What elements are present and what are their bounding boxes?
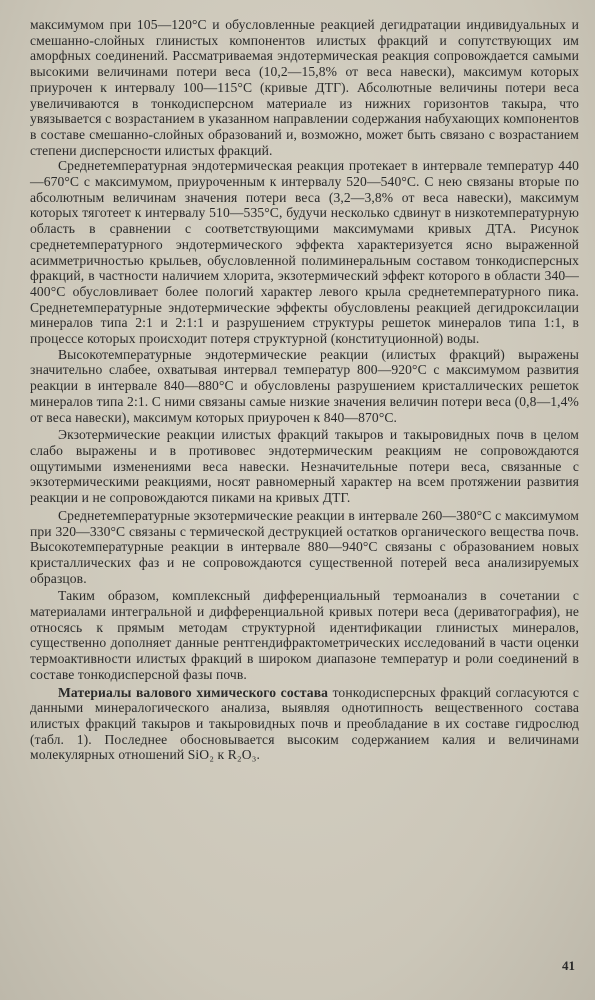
paragraph-2-text: Среднетемпературная эндотермическая реакция протекает в интервале температур 440—670°С с максимумом, приуроченным к интервалу 520—540°С. С нею связаны вторые по абсолютным величинам значения потери веса (3,2—3,8% от веса навески), максимум которых тяготеет к интервалу 510—535°С, будучи несколько сдвинут в низкотемпературную область в сравнении с соответствующими максимумами кривых ДТА. Рисунок среднетемпературного эндотермического эффекта характеризуется ясно выраженной асимметричностью крыльев, обусловленной полиминеральным составом тонкодисперсных фракций, в частности наличием хлорита, экзотермический эффект которого в области 340—400°С обусловливает более пологий характер левого крыла среднетемпературного пика. Среднетемпературные эндотермические эффекты обусловлены реакцией дегидроксилации минералов типа 2:1 и 2:1:1 и разрушением структуры решеток минералов типа 1:1, в процессе которых происходит потеря структурной (конституционной) воды.	[30, 158, 579, 347]
paragraph-1	[30, 17, 579, 158]
paragraph-5-text: Среднетемпературные экзотермические реакции в интервале 260—380°С с максимумом при 320—330°С связаны с термической деструкцией остатков органического вещества почв. Высокотемпературные реакции в интервале 880—940°С связаны с образованием новых кристаллических фаз и не сопровождаются существенной потерей веса анализируемых образцов.	[30, 507, 579, 586]
paragraph-7	[30, 685, 579, 764]
paragraph-3	[30, 347, 579, 426]
paragraph-5	[30, 508, 579, 587]
paragraph-4	[30, 427, 579, 506]
paragraph-1-text: максимумом при 105—120°С и обусловленные реакцией дегидратации индивидуальных и смешанно-слойных глинистых компонентов илистых фракций и сопутствующих им аморфных соединений. Рассматриваемая эндотермическая реакция сопровождается самыми высокими величинами потери веса (10,2—15,8% от веса навески), максимум которых приурочен к интервалу 100—115°С (кривые ДТГ). Абсолютные величины потери веса увеличиваются в тонкодисперсном материале из нижних горизонтов такыра, что увязывается с возрастанием в указанном направлении содержания набухающих компонентов в составе смешанно-слойных образований и, возможно, может быть связано с возрастанием степени дисперсности илистых фракций.	[30, 17, 579, 158]
page-number: 41	[562, 958, 575, 973]
paragraph-6-text: Таким образом, комплексный дифференциальный термоанализ в сочетании с материалами интегральной и дифференциальной кривых потери веса (дериватография), не относясь к прямым методам структурной идентификации глинистых минералов, существенно дополняет данные рентгендифрактометрических исследований в части оценки термоактивности илистых фракций в широком диапазоне температур и роли соединений в составе тонкодисперсной фазы почв.	[30, 588, 579, 682]
paragraph-2	[30, 158, 579, 346]
paragraph-6	[30, 588, 579, 682]
paragraph-7-text: тонкодисперсных фракций согласуются с данными минералогического анализа, выявляя однотипность вещественного состава илистых фракций такыров и такыровидных почв и преобладание в их составе гидрослюд (табл. 1). Последнее обосновывается высоким содержанием калия и величинами молекулярных отношений SiO₂ к R₂O₃.	[30, 684, 579, 763]
paragraph-7-lead: Материалы валового химического состава	[58, 684, 329, 700]
paragraph-3-text: Высокотемпературные эндотермические реакции (илистых фракций) выражены значительно слабее, охватывая интервал температур 800—920°С с максимумом развития реакции в интервале 840—880°С и обусловлены разрушением кристаллических решеток минералов типа 2:1. С ними связаны самые низкие значения величин потери веса (0,8—1,4% от веса навески), максимум которых приурочен к 840—870°С.	[30, 346, 579, 425]
paragraph-4-text: Экзотермические реакции илистых фракций такыров и такыровидных почв в целом слабо выражены и в противовес эндотермическим реакциям не сопровождаются ощутимыми изменениями веса навески. Незначительные потери веса, связанные с экзотермическими реакциями, носят равномерный характер на всем протяжении развития реакции и не сопровождаются пиками на кривых ДТГ.	[30, 427, 579, 506]
